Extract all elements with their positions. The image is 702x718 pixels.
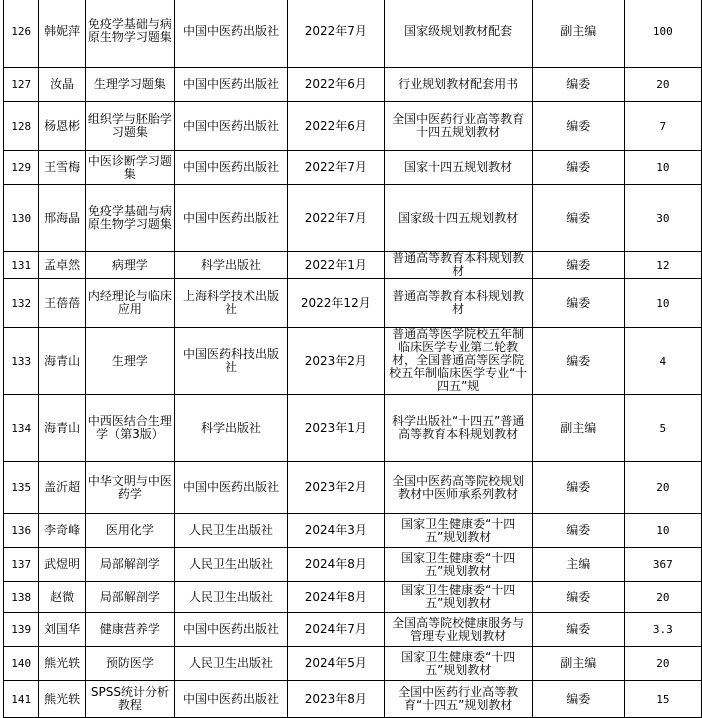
cell-count[interactable]: 10 [624,514,701,548]
cell-no[interactable]: 128 [4,102,39,151]
cell-count[interactable]: 5 [624,395,701,462]
cell-publisher[interactable]: 中国中医药出版社 [175,185,288,252]
cell-date[interactable]: 2023年2月 [287,462,384,514]
table-row [4,462,702,514]
cell-no[interactable]: 131 [4,252,39,279]
cell-no[interactable]: 134 [4,395,39,462]
cell-author[interactable]: 赵微 [39,582,85,613]
cell-type[interactable]: 国家卫生健康委“十四五”规划教材 [384,582,532,613]
cell-title[interactable]: 组织学与胚胎学习题集 [85,102,174,151]
cell-count[interactable]: 100 [624,0,701,68]
cell-publisher[interactable]: 科学出版社 [175,395,288,462]
cell-type[interactable]: 普通高等医学院校五年制临床医学专业第二轮教材，全国普通高等医学院校五年制临床医学专业“十四五”规 [384,328,532,395]
cell-date[interactable]: 2024年3月 [287,514,384,548]
cell-date[interactable]: 2024年8月 [287,548,384,582]
cell-no[interactable]: 141 [4,681,39,718]
cell-date[interactable]: 2024年5月 [287,647,384,681]
cell-author[interactable]: 李奇峰 [39,514,85,548]
table-row [4,328,702,395]
cell-no[interactable]: 133 [4,328,39,395]
cell-author[interactable]: 杨恩彬 [39,102,85,151]
cell-author[interactable]: 熊光轶 [39,647,85,681]
cell-title[interactable]: 生理学 [85,328,174,395]
cell-title[interactable]: SPSS统计分析教程 [85,681,174,718]
cell-date[interactable]: 2022年7月 [287,185,384,252]
cell-title[interactable]: 健康营养学 [85,613,174,647]
cell-publisher[interactable]: 上海科学技术出版社 [175,279,288,328]
cell-title[interactable]: 中华文明与中医药学 [85,462,174,514]
cell-count[interactable]: 20 [624,647,701,681]
table-row [4,151,702,185]
table-row [4,395,702,462]
cell-count[interactable]: 4 [624,328,701,395]
cell-author[interactable]: 王蓓蓓 [39,279,85,328]
cell-count[interactable]: 10 [624,151,701,185]
cell-author[interactable]: 王雪梅 [39,151,85,185]
cell-role[interactable]: 副主编 [532,647,624,681]
cell-author[interactable]: 熊光轶 [39,681,85,718]
cell-role[interactable]: 主编 [532,548,624,582]
cell-no[interactable]: 126 [4,0,39,68]
cell-no[interactable]: 129 [4,151,39,185]
cell-date[interactable]: 2022年6月 [287,68,384,102]
table-row [4,102,702,151]
cell-title[interactable]: 预防医学 [85,647,174,681]
cell-date[interactable]: 2022年7月 [287,151,384,185]
cell-role[interactable]: 编委 [532,328,624,395]
cell-publisher[interactable]: 人民卫生出版社 [175,514,288,548]
cell-no[interactable]: 138 [4,582,39,613]
cell-publisher[interactable]: 中国中医药出版社 [175,151,288,185]
cell-type[interactable]: 普通高等教育本科规划教材 [384,279,532,328]
cell-role[interactable]: 编委 [532,102,624,151]
cell-author[interactable]: 海青山 [39,395,85,462]
cell-count[interactable]: 367 [624,548,701,582]
cell-type[interactable]: 全国中医药行业高等教育“十四五”规划教材 [384,681,532,718]
cell-publisher[interactable]: 中国中医药出版社 [175,102,288,151]
table-row [4,185,702,252]
cell-date[interactable]: 2022年6月 [287,102,384,151]
cell-title[interactable]: 局部解剖学 [85,548,174,582]
cell-no[interactable]: 135 [4,462,39,514]
cell-count[interactable]: 3.3 [624,613,701,647]
cell-author[interactable]: 邢海晶 [39,185,85,252]
cell-type[interactable]: 国家级十四五规划教材 [384,185,532,252]
cell-type[interactable]: 国家十四五规划教材 [384,151,532,185]
cell-publisher[interactable]: 中国中医药出版社 [175,681,288,718]
table-row [4,681,702,718]
cell-author[interactable]: 韩妮萍 [39,0,85,68]
cell-date[interactable]: 2024年8月 [287,582,384,613]
cell-type[interactable]: 国家级规划教材配套 [384,0,532,68]
cell-no[interactable]: 139 [4,613,39,647]
cell-title[interactable]: 内经理论与临床应用 [85,279,174,328]
cell-title[interactable]: 医用化学 [85,514,174,548]
cell-date[interactable]: 2022年12月 [287,279,384,328]
cell-title[interactable]: 中医诊断学习题集 [85,151,174,185]
cell-count[interactable]: 20 [624,68,701,102]
cell-type[interactable]: 国家卫生健康委“十四五”规划教材 [384,548,532,582]
cell-role[interactable]: 编委 [532,68,624,102]
cell-publisher[interactable]: 科学出版社 [175,252,288,279]
cell-author[interactable]: 孟卓然 [39,252,85,279]
cell-no[interactable]: 130 [4,185,39,252]
cell-date[interactable]: 2023年2月 [287,328,384,395]
cell-no[interactable]: 140 [4,647,39,681]
cell-title[interactable]: 病理学 [85,252,174,279]
cell-role[interactable]: 编委 [532,613,624,647]
cell-role[interactable]: 编委 [532,462,624,514]
cell-publisher[interactable]: 人民卫生出版社 [175,647,288,681]
table-row [4,613,702,647]
cell-type[interactable]: 全国高等院校健康服务与管理专业规划教材 [384,613,532,647]
cell-date[interactable]: 2024年7月 [287,613,384,647]
cell-date[interactable]: 2023年8月 [287,681,384,718]
cell-type[interactable]: 国家卫生健康委“十四五”规划教材 [384,514,532,548]
cell-date[interactable]: 2022年7月 [287,0,384,68]
cell-publisher[interactable]: 中国中医药出版社 [175,462,288,514]
cell-type[interactable]: 普通高等教育本科规划教材 [384,252,532,279]
cell-role[interactable]: 编委 [532,582,624,613]
table-row [4,548,702,582]
cell-publisher[interactable]: 中国中医药出版社 [175,613,288,647]
cell-publisher[interactable]: 人民卫生出版社 [175,582,288,613]
cell-author[interactable]: 刘国华 [39,613,85,647]
cell-title[interactable]: 免疫学基础与病原生物学习题集 [85,185,174,252]
cell-title[interactable]: 生理学习题集 [85,68,174,102]
cell-count[interactable]: 10 [624,279,701,328]
cell-role[interactable]: 副主编 [532,0,624,68]
cell-count[interactable]: 20 [624,582,701,613]
cell-role[interactable]: 编委 [532,514,624,548]
cell-publisher[interactable]: 中国医药科技出版社 [175,328,288,395]
table-row [4,0,702,68]
cell-role[interactable]: 副主编 [532,395,624,462]
cell-date[interactable]: 2023年1月 [287,395,384,462]
table-row [4,514,702,548]
table-row [4,252,702,279]
table-row [4,647,702,681]
cell-count[interactable]: 30 [624,185,701,252]
table-row [4,582,702,613]
cell-role[interactable]: 编委 [532,681,624,718]
cell-no[interactable]: 136 [4,514,39,548]
cell-type[interactable]: 国家卫生健康委“十四五”规划教材 [384,647,532,681]
cell-count[interactable]: 12 [624,252,701,279]
cell-author[interactable]: 海青山 [39,328,85,395]
cell-type[interactable]: 科学出版社“十四五”普通高等教育本科规划教材 [384,395,532,462]
cell-publisher[interactable]: 人民卫生出版社 [175,548,288,582]
cell-title[interactable]: 中西医结合生理学（第3版） [85,395,174,462]
cell-no[interactable]: 137 [4,548,39,582]
cell-role[interactable]: 编委 [532,279,624,328]
cell-no[interactable]: 127 [4,68,39,102]
cell-no[interactable]: 132 [4,279,39,328]
cell-count[interactable]: 15 [624,681,701,718]
cell-author[interactable]: 汝晶 [39,68,85,102]
cell-publisher[interactable]: 中国中医药出版社 [175,0,288,68]
cell-role[interactable]: 编委 [532,252,624,279]
cell-type[interactable]: 全国中医药行业高等教育十四五规划教材 [384,102,532,151]
cell-date[interactable]: 2022年1月 [287,252,384,279]
cell-count[interactable]: 20 [624,462,701,514]
cell-role[interactable]: 编委 [532,151,624,185]
cell-author[interactable]: 武煜明 [39,548,85,582]
table-row [4,279,702,328]
cell-type[interactable]: 全国中医药高等院校规划教材中医师承系列教材 [384,462,532,514]
table-row [4,68,702,102]
cell-publisher[interactable]: 中国中医药出版社 [175,68,288,102]
cell-author[interactable]: 盖沂超 [39,462,85,514]
cell-count[interactable]: 7 [624,102,701,151]
cell-title[interactable]: 免疫学基础与病原生物学习题集 [85,0,174,68]
cell-type[interactable]: 行业规划教材配套用书 [384,68,532,102]
textbook-table [3,0,702,718]
cell-role[interactable]: 编委 [532,185,624,252]
cell-title[interactable]: 局部解剖学 [85,582,174,613]
